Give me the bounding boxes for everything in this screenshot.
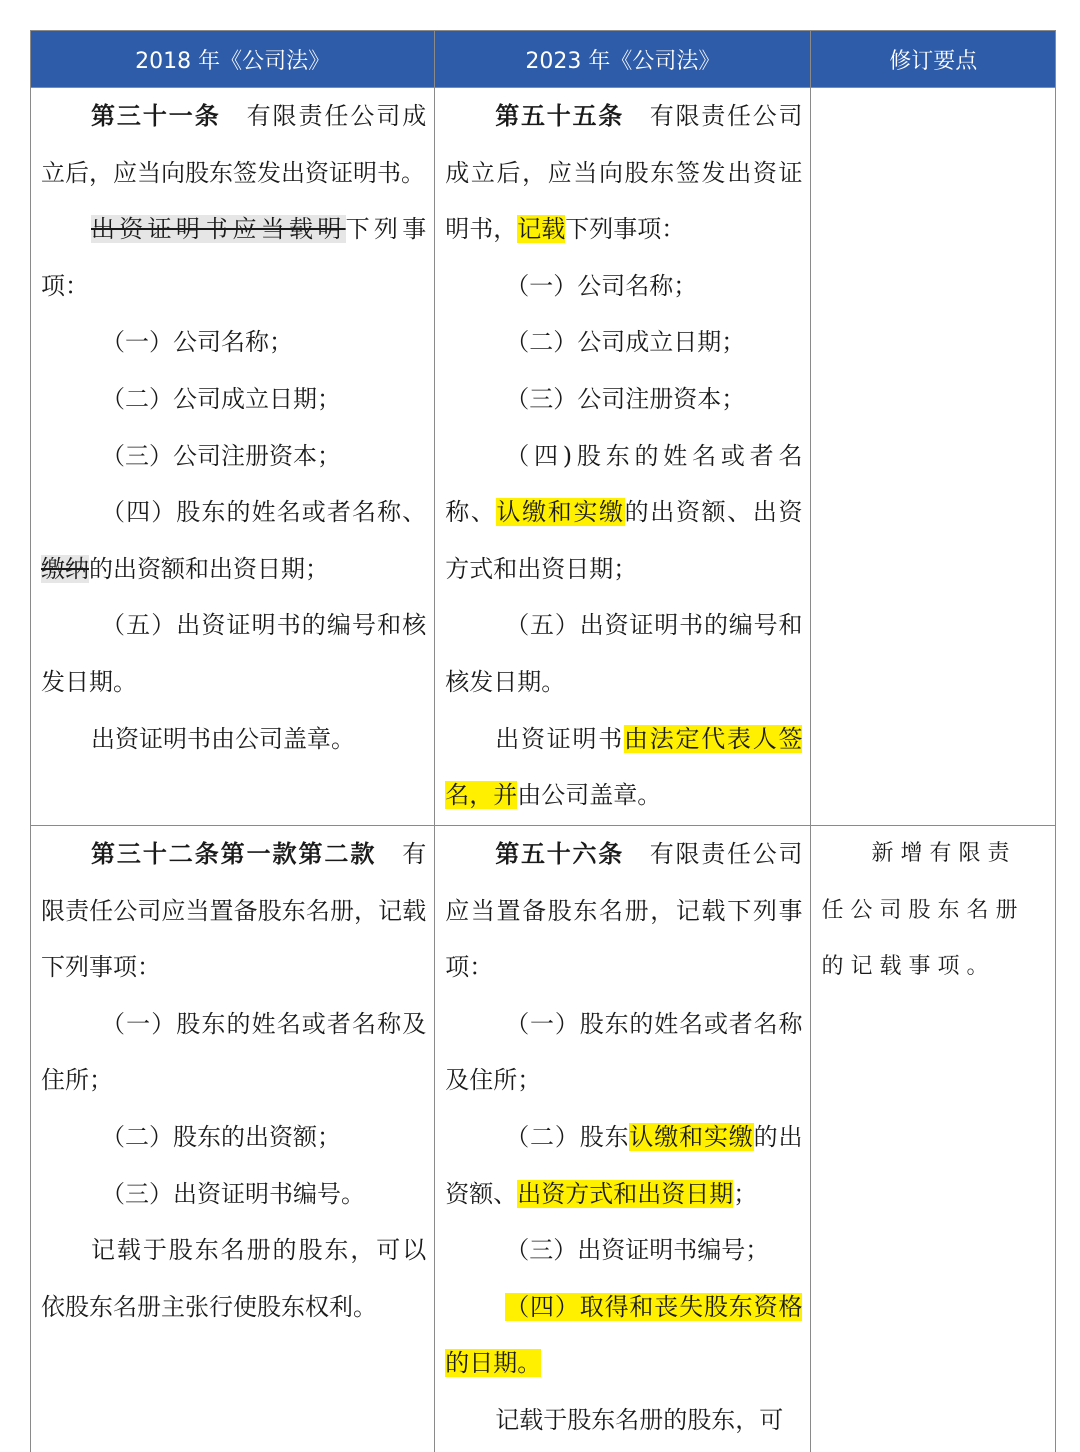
article-text: 有限责任公司成立后，应当向股东签发出资证明书。	[41, 102, 427, 187]
deleted-text: 出资证明书应当载明	[91, 215, 346, 244]
list-item: （一）公司名称；	[101, 328, 293, 357]
list-item: ；	[733, 1179, 758, 1208]
list-item: （三）出资证明书编号；	[505, 1236, 770, 1265]
header-2023: 2023 年《公司法》	[435, 31, 811, 87]
article-number: 第五十六条	[495, 839, 624, 868]
article-number: 第三十一条	[91, 101, 221, 130]
list-item: （三）公司注册资本；	[505, 384, 746, 413]
list-item: （五）出资证明书的编号和核发日期。	[445, 611, 803, 696]
old-law-cell	[31, 88, 435, 825]
list-item: （二）公司成立日期；	[101, 384, 341, 413]
article-number: 第三十二条第一款第二款	[91, 839, 377, 868]
highlighted-text: 认缴和实缴	[496, 498, 625, 527]
list-item: 的出资额、	[445, 1122, 803, 1208]
article-text: 出资证明书由公司盖章。	[91, 724, 355, 753]
list-item: （一）公司名称；	[505, 271, 698, 300]
highlighted-text: 出资方式和出资日期	[517, 1179, 734, 1208]
table-header-row	[31, 31, 1055, 88]
list-item: （四）股东的姓名或者名称、	[101, 498, 427, 527]
list-item: （三）出资证明书编号。	[101, 1179, 365, 1208]
article-number: 第五十五条	[495, 101, 624, 130]
article-text: 出资证明书	[495, 724, 624, 753]
article-text: 记载于股东名册的股东，可以依股东名册主张行使股东权利。	[41, 1236, 427, 1321]
article-text: 下列事项：	[565, 215, 686, 244]
comparison-table	[30, 30, 1056, 1452]
highlighted-text: 记载	[517, 215, 566, 244]
old-law-cell	[31, 826, 435, 1452]
highlighted-text: 认缴和实缴	[629, 1122, 754, 1151]
list-item: 的出资额和出资日期；	[89, 554, 329, 583]
list-item: （二）股东的出资额；	[101, 1122, 341, 1151]
table-row-article-32-56	[31, 826, 1055, 1452]
list-item: （五）出资证明书的编号和核发日期。	[41, 611, 427, 696]
list-item: （一）股东的姓名或者名称及住所；	[445, 1009, 803, 1095]
list-item: （四)股东的姓名或者名称、	[445, 441, 803, 527]
highlighted-text: 由法定代表人签名，并	[445, 724, 803, 810]
new-law-cell	[435, 826, 811, 1452]
new-law-cell	[435, 88, 811, 825]
header-revision-points: 修订要点	[889, 48, 978, 74]
deleted-text: 缴纳	[41, 554, 89, 583]
list-item: （二）股东	[505, 1122, 630, 1151]
article-text: 下列事项：	[41, 215, 427, 300]
revision-note-cell	[811, 826, 1055, 1452]
list-item: （一）股东的姓名或者名称及住所；	[41, 1009, 427, 1095]
article-text: 有限责任公司应当置备股东名册，记载下列事项：	[445, 840, 803, 982]
article-text: 由公司盖章。	[517, 781, 662, 810]
revision-note-cell	[811, 88, 1055, 825]
header-2018: 2018 年《公司法》	[31, 31, 435, 87]
list-item: （二）公司成立日期；	[505, 328, 746, 357]
article-text: 有限责任公司成立后，应当向股东签发出资证明书，	[445, 102, 803, 244]
list-item: （三）公司注册资本；	[101, 441, 341, 470]
list-item: 的出资额、出资方式和出资日期；	[445, 498, 803, 583]
revision-note: 新增有限责任公司股东名册的记载事项。	[821, 841, 1025, 980]
table-row-article-31-55	[31, 88, 1055, 826]
highlighted-text: （四）取得和丧失股东资格的日期。	[445, 1292, 803, 1378]
article-text: 有限责任公司应当置备股东名册，记载下列事项：	[41, 840, 427, 982]
article-text: 记载于股东名册的股东，可	[495, 1405, 784, 1434]
